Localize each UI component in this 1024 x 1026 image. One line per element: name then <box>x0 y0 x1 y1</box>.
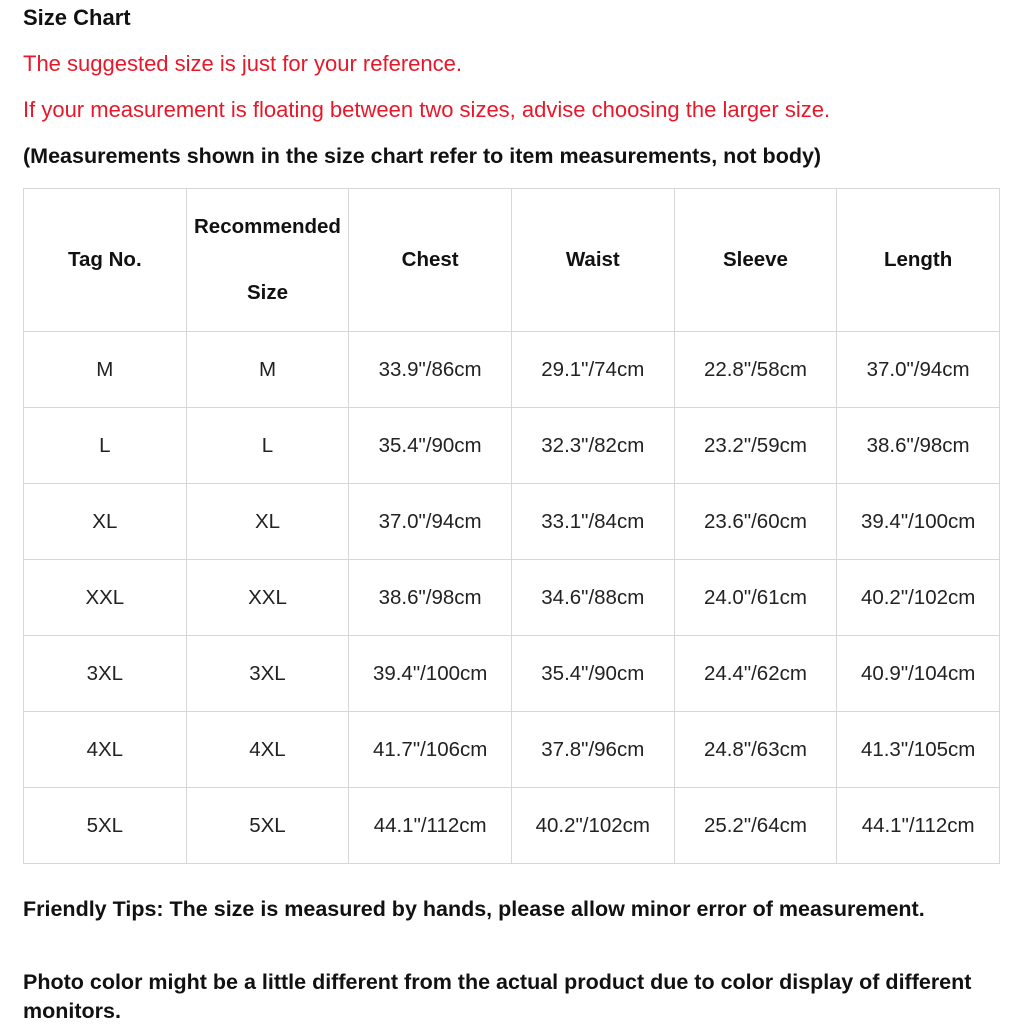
cell-tag: 5XL <box>24 788 187 864</box>
cell-tag: 4XL <box>24 712 187 788</box>
cell-recommended-size: L <box>186 408 349 484</box>
table-row <box>24 560 1000 636</box>
cell-recommended-size: XL <box>186 484 349 560</box>
cell-sleeve: 25.2"/64cm <box>674 788 837 864</box>
cell-chest: 38.6"/98cm <box>349 560 512 636</box>
cell-waist: 32.3"/82cm <box>511 408 674 484</box>
cell-chest: 39.4"/100cm <box>349 636 512 712</box>
reference-note: The suggested size is just for your reference. <box>23 51 462 76</box>
cell-sleeve: 22.8"/58cm <box>674 332 837 408</box>
cell-length: 41.3"/105cm <box>837 712 1000 788</box>
cell-length: 38.6"/98cm <box>837 408 1000 484</box>
cell-recommended-size: M <box>186 332 349 408</box>
cell-sleeve: 23.6"/60cm <box>674 484 837 560</box>
cell-tag: 3XL <box>24 636 187 712</box>
cell-chest: 33.9"/86cm <box>349 332 512 408</box>
cell-recommended-size: 4XL <box>186 712 349 788</box>
cell-chest: 35.4"/90cm <box>349 408 512 484</box>
cell-chest: 41.7"/106cm <box>349 712 512 788</box>
cell-waist: 33.1"/84cm <box>511 484 674 560</box>
cell-tag: M <box>24 332 187 408</box>
table-row <box>24 788 1000 864</box>
header-recommended-size-label: Recommended Size <box>194 215 341 304</box>
cell-recommended-size: 5XL <box>186 788 349 864</box>
cell-length: 40.2"/102cm <box>837 560 1000 636</box>
header-recommended-size <box>186 189 349 332</box>
cell-sleeve: 24.4"/62cm <box>674 636 837 712</box>
cell-sleeve: 23.2"/59cm <box>674 408 837 484</box>
sizing-advice-note: If your measurement is floating between two sizes, advise choosing the larger size. <box>23 97 831 122</box>
cell-waist: 37.8"/96cm <box>511 712 674 788</box>
size-table <box>23 188 1000 864</box>
table-header-row <box>24 189 1000 332</box>
cell-length: 40.9"/104cm <box>837 636 1000 712</box>
cell-recommended-size: XXL <box>186 560 349 636</box>
header-waist: Waist <box>511 189 674 332</box>
header-chest: Chest <box>349 189 512 332</box>
cell-waist: 34.6"/88cm <box>511 560 674 636</box>
header-length: Length <box>837 189 1000 332</box>
cell-waist: 40.2"/102cm <box>511 788 674 864</box>
table-row <box>24 484 1000 560</box>
table-row <box>24 712 1000 788</box>
cell-sleeve: 24.0"/61cm <box>674 560 837 636</box>
table-row <box>24 332 1000 408</box>
cell-chest: 37.0"/94cm <box>349 484 512 560</box>
measurement-note: (Measurements shown in the size chart refer to item measurements, not body) <box>23 144 822 168</box>
table-row <box>24 636 1000 712</box>
page-title: Size Chart <box>23 5 131 30</box>
cell-length: 39.4"/100cm <box>837 484 1000 560</box>
cell-recommended-size: 3XL <box>186 636 349 712</box>
cell-length: 44.1"/112cm <box>837 788 1000 864</box>
cell-tag: L <box>24 408 187 484</box>
cell-tag: XL <box>24 484 187 560</box>
cell-chest: 44.1"/112cm <box>349 788 512 864</box>
cell-sleeve: 24.8"/63cm <box>674 712 837 788</box>
cell-length: 37.0"/94cm <box>837 332 1000 408</box>
cell-waist: 29.1"/74cm <box>511 332 674 408</box>
header-tag-no: Tag No. <box>24 189 187 332</box>
cell-waist: 35.4"/90cm <box>511 636 674 712</box>
color-disclaimer: Photo color might be a little different from the actual product due to color display of different monitors. <box>23 970 972 1023</box>
cell-tag: XXL <box>24 560 187 636</box>
friendly-tips: Friendly Tips: The size is measured by hands, please allow minor error of measurement. <box>23 897 925 921</box>
header-sleeve: Sleeve <box>674 189 837 332</box>
table-row <box>24 408 1000 484</box>
